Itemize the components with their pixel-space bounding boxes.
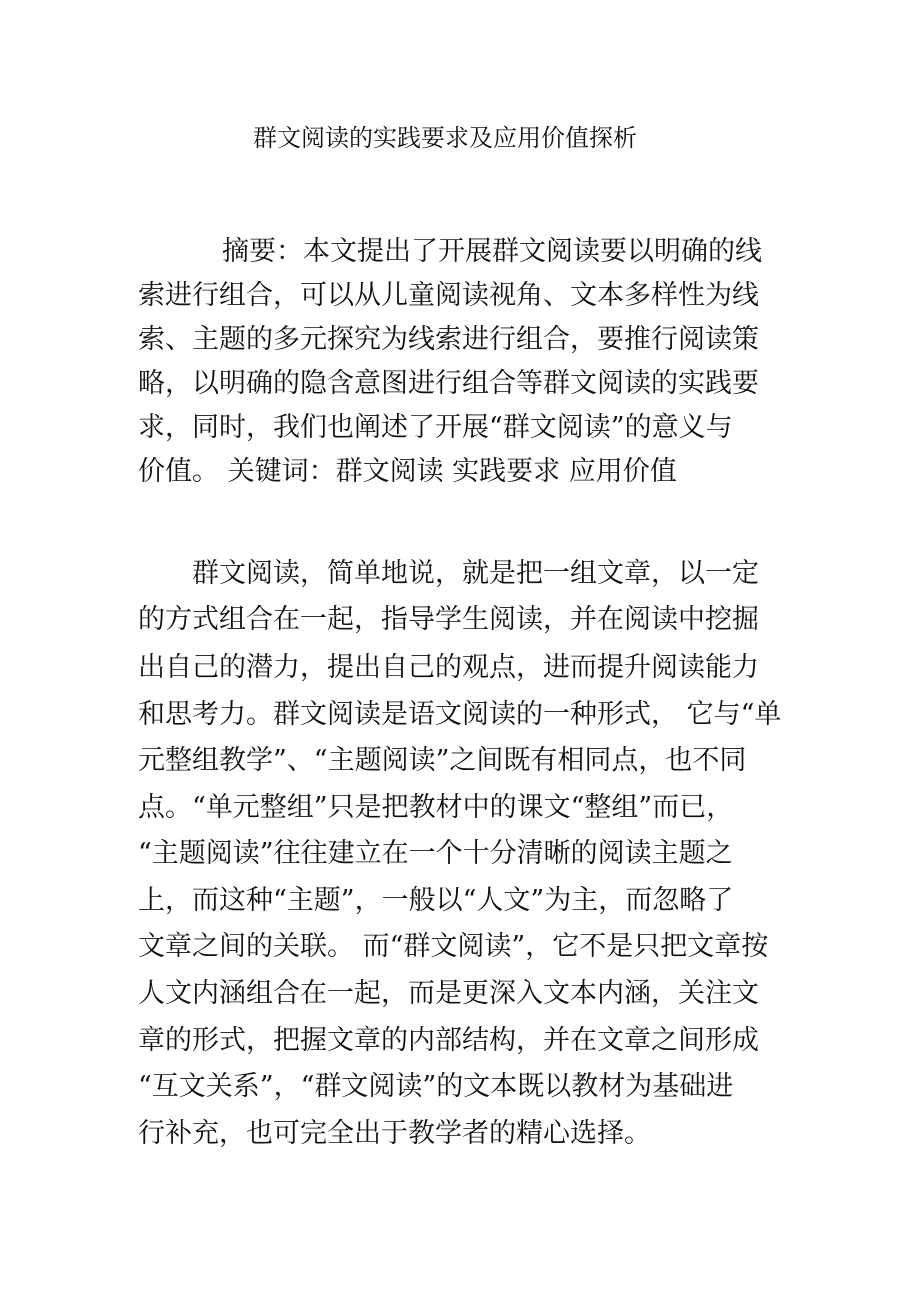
body-line: 人文内涵组合在一起，而是更深入文本内涵，关注文 xyxy=(138,978,759,1009)
body-line: 章的形式，把握文章的内部结构，并在文章之间形成 xyxy=(138,1025,759,1056)
abstract-line: 索进行组合，可以从儿童阅读视角、文本多样性为线 xyxy=(138,280,759,311)
body-line: 点。“单元整组”只是把教材中的课文“整组”而已， xyxy=(138,792,734,823)
document-title: 群文阅读的实践要求及应用价值探析 xyxy=(253,124,637,152)
body-line: 的方式组合在一起，指导学生阅读，并在阅读中挖掘 xyxy=(138,604,759,635)
body-line: 行补充，也可完全出于教学者的精心选择。 xyxy=(138,1118,651,1149)
body-line: “互文关系”，“群文阅读”的文本既以教材为基础进 xyxy=(138,1071,734,1102)
body-line: 出自己的潜力，提出自己的观点，进而提升阅读能力 xyxy=(138,652,759,683)
body-line: 文章之间的关联。 而“群文阅读”，它不是只把文章按 xyxy=(138,931,769,962)
abstract-keywords-line: 价值。 关键词：群文阅读 实践要求 应用价值 xyxy=(138,456,677,487)
body-line: 上，而这种“主题”，一般以“人文”为主，而忽略了 xyxy=(138,885,734,916)
body-line: “主题阅读”往往建立在一个十分清晰的阅读主题之 xyxy=(138,838,733,869)
abstract-line: 索、主题的多元探究为线索进行组合，要推行阅读策 xyxy=(138,324,759,355)
abstract-line: 摘要：本文提出了开展群文阅读要以明确的线 xyxy=(222,236,762,267)
abstract-line: 求，同时，我们也阐述了开展“群文阅读”的意义与 xyxy=(138,412,733,443)
body-line: 群文阅读，简单地说，就是把一组文章，以一定 xyxy=(192,558,759,589)
abstract-line: 略，以明确的隐含意图进行组合等群文阅读的实践要 xyxy=(138,368,759,399)
body-line: 和思考力。群文阅读是语文阅读的一种形式， 它与“单 xyxy=(138,699,782,730)
body-line: 元整组教学”、“主题阅读”之间既有相同点，也不同 xyxy=(138,745,747,776)
